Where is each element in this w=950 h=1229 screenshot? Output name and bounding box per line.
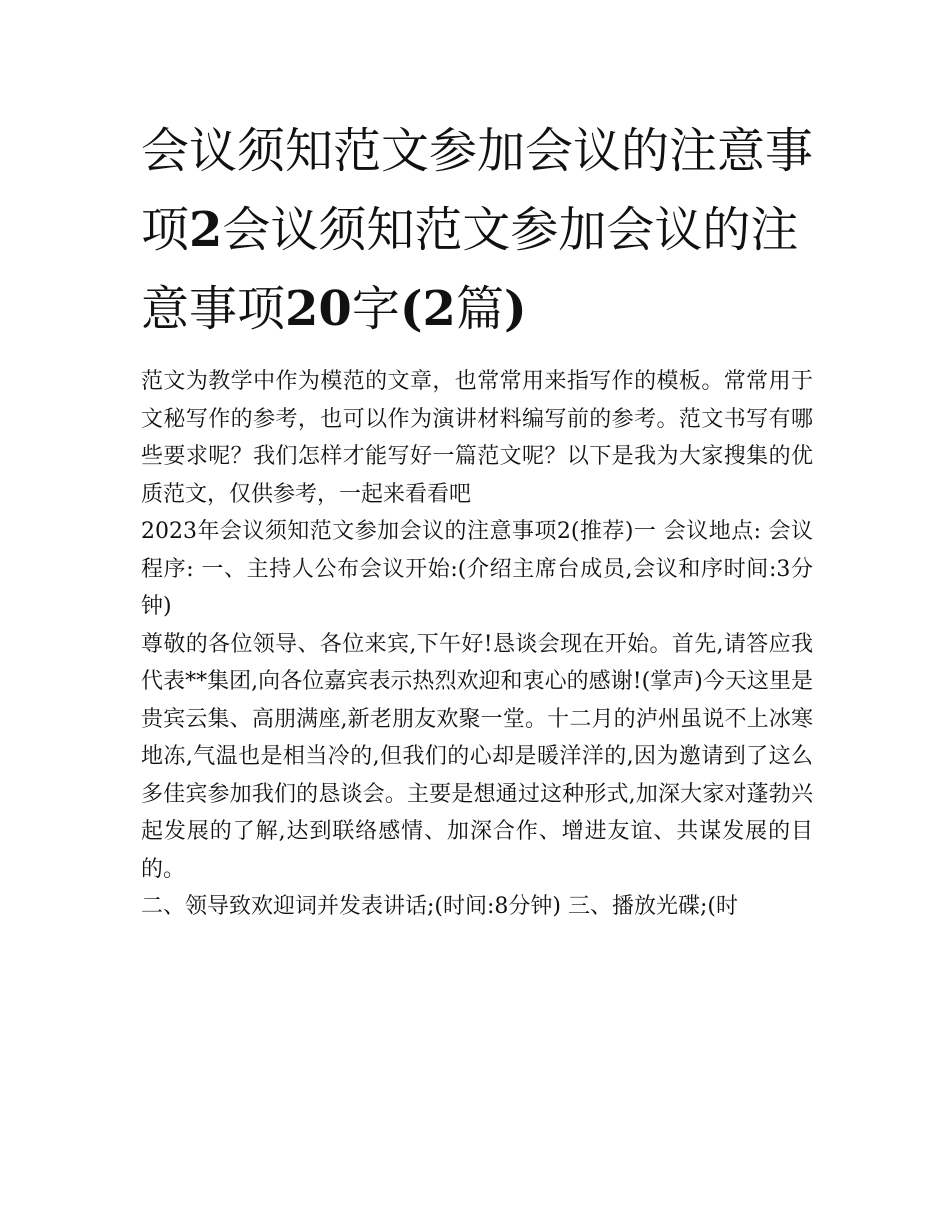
document-title: 会议须知范文参加会议的注意事项2会议须知范文参加会议的注意事项20字(2篇) (141, 123, 814, 337)
meeting-info-paragraph: 2023年会议须知范文参加会议的注意事项2(推荐)一 会议地点: 会议程序: 一、主持人公布会议开始:(介绍主席台成员,会议和序时间:3分钟) (141, 519, 813, 619)
intro-paragraph: 范文为教学中作为模范的文章，也常常用来指写作的模板。常常用于文秘写作的参考，也可以作为演讲材料编写前的参考。范文书写有哪些要求呢？我们怎样才能写好一篇范文呢？以下是我为大家搜集的优质范文，仅供参考，一起来看看吧 (141, 369, 813, 507)
welcome-speech-paragraph: 尊敬的各位领导、各位来宾,下午好!恳谈会现在开始。首先,请答应我代表**集团,向各位嘉宾表示热烈欢迎和衷心的感谢!(掌声)今天这里是贵宾云集、高朋满座,新老朋友欢聚一堂。十二月的泸州虽说不上冰寒地冻,气温也是相当冷的,但我们的心却是暖洋洋的,因为邀请到了这么多佳宾参加我们的恳谈会。主要是想通过这种形式,加深大家对蓬勃兴起发展的了解,达到联络感情、加深合作、增进友谊、共谋发展的目的。 (141, 631, 813, 882)
document-page (141, 112, 813, 926)
agenda-paragraph: 二、领导致欢迎词并发表讲话;(时间:8分钟) 三、播放光碟;(时 (141, 894, 738, 919)
